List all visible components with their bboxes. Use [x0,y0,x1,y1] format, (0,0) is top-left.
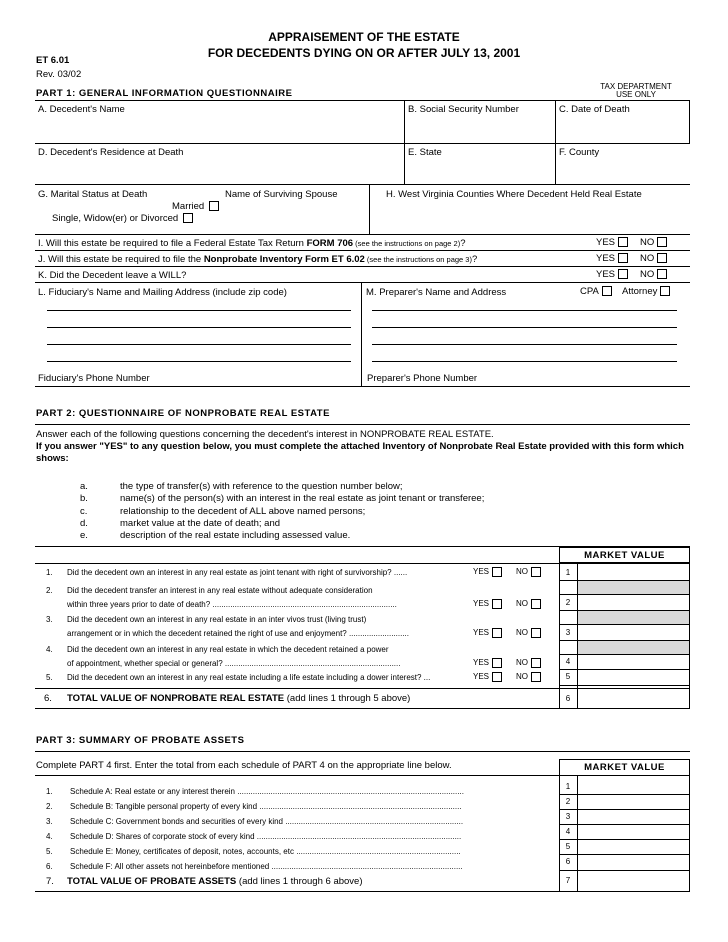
schedule-c-value[interactable] [578,810,689,823]
question-i-no-checkbox[interactable] [657,237,667,247]
part2-value-6[interactable] [578,689,689,707]
schedule-f-number: 6. [46,862,53,871]
part2-intro: Answer each of the following questions concerning the decedent's interest in NONPROBATE REAL ESTATE. [36,429,494,440]
ssn-label: B. Social Security Number [408,104,519,115]
schedule-e-label: Schedule E: Money, certificates of deposit, notes, accounts, etc .......................................................................... [70,847,461,856]
part3-line-5: 5 [565,842,571,851]
part2-market-value-header: MARKET VALUE [559,547,690,563]
part2-value-2[interactable] [578,595,689,609]
q4-yes-checkbox[interactable] [492,658,502,668]
part3-line-1: 1 [565,782,571,791]
q2-no[interactable]: NO [516,599,541,609]
grey-shade [578,640,689,654]
schedule-c-number: 3. [46,817,53,826]
q2-yes-checkbox[interactable] [492,599,502,609]
q5-yes[interactable]: YES [473,672,502,682]
part3-intro: Complete PART 4 first. Enter the total from each schedule of PART 4 on the appropriate line below. [36,760,452,771]
cpa-checkbox[interactable] [602,286,612,296]
question-i-yes-checkbox[interactable] [618,237,628,247]
preparer-phone-label: Preparer's Phone Number [367,373,478,384]
q1-yes-checkbox[interactable] [492,567,502,577]
q4-no-checkbox[interactable] [531,658,541,668]
fiduciary-address-line[interactable] [47,344,351,345]
form-title-line1: APPRAISEMENT OF THE ESTATE [268,30,460,44]
part2-value-1[interactable] [578,566,689,580]
q2-yes[interactable]: YES [473,599,502,609]
q5-number: 5. [46,673,53,682]
question-k: K. Did the Decedent leave a WILL? [38,270,187,281]
part3-line-7: 7 [565,876,571,885]
schedule-a-number: 1. [46,787,53,796]
married-checkbox[interactable] [209,201,219,211]
part2-title: PART 2: QUESTIONNAIRE OF NONPROBATE REAL ESTATE [36,408,330,419]
schedule-a-value[interactable] [578,777,689,793]
attorney-option[interactable]: Attorney [622,286,670,297]
part2-line-3: 3 [565,628,571,637]
q3-no[interactable]: NO [516,628,541,638]
question-4a: Did the decedent own an interest in any real estate in which the decedent retained a power [67,645,389,654]
fiduciary-label: L. Fiduciary's Name and Mailing Address (include zip code) [38,287,287,298]
part3-line-3: 3 [565,812,571,821]
question-k-no[interactable]: NO [640,269,667,280]
preparer-address-line[interactable] [372,361,677,362]
question-5: Did the decedent own an interest in any real estate including a life estate including a dower interest? ... [67,673,431,682]
schedule-a-label: Schedule A: Real estate or any interest therein ...................................................................................................... [70,787,464,796]
schedule-d-number: 4. [46,832,53,841]
q3-no-checkbox[interactable] [531,628,541,638]
q1-no[interactable]: NO [516,567,541,577]
fiduciary-phone-label: Fiduciary's Phone Number [38,373,150,384]
question-j: J. Will this estate be required to file the Nonprobate Inventory Form ET 6.02 (see the instructions on page 3)? [38,254,478,265]
question-4b: of appointment, whether special or general? ............................................................................... [67,659,401,668]
part3-title: PART 3: SUMMARY OF PROBATE ASSETS [36,735,245,746]
part3-line-6: 6 [565,857,571,866]
decedent-name-label: A. Decedent's Name [38,104,125,115]
q4-number: 4. [46,645,53,654]
question-i-no[interactable]: NO [640,237,667,248]
schedule-d-label: Schedule D: Shares of corporate stock of every kind ............................................................................................ [70,832,462,841]
part2-line-1: 1 [565,568,571,577]
q1-no-checkbox[interactable] [531,567,541,577]
grey-shade [578,580,689,594]
part2-value-4[interactable] [578,655,689,669]
single-option[interactable]: Single, Widow(er) or Divorced [52,213,193,224]
q5-yes-checkbox[interactable] [492,672,502,682]
part2-line-5: 5 [565,672,571,681]
q1-number: 1. [46,568,53,577]
part2-list: a. the type of transfer(s) with reference to the question number below; b. name(s) of the person(s) with an interest in the real estate as joint tenant or transferee; c. relationship to the decedent of ALL above named persons; d. market value at the date of death; and e. description of the real estate including assessed value. [80,481,485,542]
revision-date: Rev. 03/02 [36,69,82,80]
question-3b: arrangement or in which the decedent retained the right of use and enjoyment? ........................... [67,629,409,638]
part2-value-3[interactable] [578,625,689,639]
schedule-b-label: Schedule B: Tangible personal property of every kind ........................................................................................... [70,802,462,811]
question-3a: Did the decedent own an interest in any real estate in an inter vivos trust (living trust) [67,615,367,624]
part2-line-2: 2 [565,598,571,607]
part2-line-4: 4 [565,657,571,666]
question-j-no[interactable]: NO [640,253,667,264]
schedule-e-value[interactable] [578,840,689,853]
question-1: Did the decedent own an interest in any real estate as joint tenant with right of survivorship? ...... [67,568,408,577]
fiduciary-address-line[interactable] [47,310,351,311]
marital-status-label: G. Marital Status at Death [38,189,148,200]
part2-instruction: If you answer "YES" to any question below, you must complete the attached Inventory of Nonprobate Real Estate provided with this form which shows: [36,441,684,464]
question-k-yes-checkbox[interactable] [618,269,628,279]
wv-counties-label: H. West Virginia Counties Where Decedent Held Real Estate [386,189,642,200]
schedule-e-number: 5. [46,847,53,856]
q6-number: 6. [44,693,52,704]
fiduciary-address-line[interactable] [47,361,351,362]
part2-line-6: 6 [565,694,571,703]
schedule-f-label: Schedule F: All other assets not hereinbefore mentioned ...................................................................................... [70,862,463,871]
question-i-yes[interactable]: YES [596,237,628,248]
residence-label: D. Decedent's Residence at Death [38,147,184,158]
schedule-b-number: 2. [46,802,53,811]
schedule-d-value[interactable] [578,825,689,838]
q5-no-checkbox[interactable] [531,672,541,682]
attorney-checkbox[interactable] [660,286,670,296]
tax-dept-label: TAX DEPARTMENT USE ONLY [600,82,672,99]
q3-number: 3. [46,615,53,624]
schedule-c-label: Schedule C: Government bonds and securities of every kind ................................................................................ [70,817,464,826]
schedule-b-value[interactable] [578,795,689,808]
state-label: E. State [408,147,442,158]
question-j-yes[interactable]: YES [596,253,628,264]
question-j-no-checkbox[interactable] [657,253,667,263]
married-option[interactable]: Married [172,201,219,212]
spouse-name-label: Name of Surviving Spouse [225,189,338,200]
question-2a: Did the decedent transfer an interest in any real estate without adequate consideration [67,586,373,595]
part2-value-5[interactable] [578,670,689,684]
cpa-option[interactable]: CPA [580,286,612,297]
part3-line-4: 4 [565,827,571,836]
probate-total-label: TOTAL VALUE OF PROBATE ASSETS (add lines 1 through 6 above) [67,876,363,887]
fiduciary-address-line[interactable] [47,327,351,328]
single-checkbox[interactable] [183,213,193,223]
q4-yes[interactable]: YES [473,658,502,668]
form-title-line2: FOR DECEDENTS DYING ON OR AFTER JULY 13, 2001 [207,46,521,60]
question-i: I. Will this estate be required to file a Federal Estate Tax Return FORM 706 (see the instructions on page 2)? [38,238,466,249]
part1-title: PART 1: GENERAL INFORMATION QUESTIONNAIRE [36,88,293,99]
preparer-address-line[interactable] [372,327,677,328]
preparer-label: M. Preparer's Name and Address [366,287,507,298]
q1-yes[interactable]: YES [473,567,502,577]
date-of-death-label: C. Date of Death [559,104,630,115]
q4-no[interactable]: NO [516,658,541,668]
probate-total-number: 7. [46,876,54,887]
probate-total-value[interactable] [578,871,689,890]
nonprobate-total-label: TOTAL VALUE OF NONPROBATE REAL ESTATE (add lines 1 through 5 above) [67,693,411,704]
question-k-yes[interactable]: YES [596,269,628,280]
q2-number: 2. [46,586,53,595]
part3-market-value-header: MARKET VALUE [559,759,690,776]
part3-line-2: 2 [565,797,571,806]
q3-yes-checkbox[interactable] [492,628,502,638]
schedule-f-value[interactable] [578,855,689,869]
grey-shade [578,610,689,624]
q3-yes[interactable]: YES [473,628,502,638]
question-j-yes-checkbox[interactable] [618,253,628,263]
preparer-address-line[interactable] [372,310,677,311]
county-label: F. County [559,147,600,158]
form-number: ET 6.01 [36,55,70,66]
q5-no[interactable]: NO [516,672,541,682]
q2-no-checkbox[interactable] [531,599,541,609]
preparer-address-line[interactable] [372,344,677,345]
question-2b: within three years prior to date of death? ................................................................................... [67,600,397,609]
question-k-no-checkbox[interactable] [657,269,667,279]
